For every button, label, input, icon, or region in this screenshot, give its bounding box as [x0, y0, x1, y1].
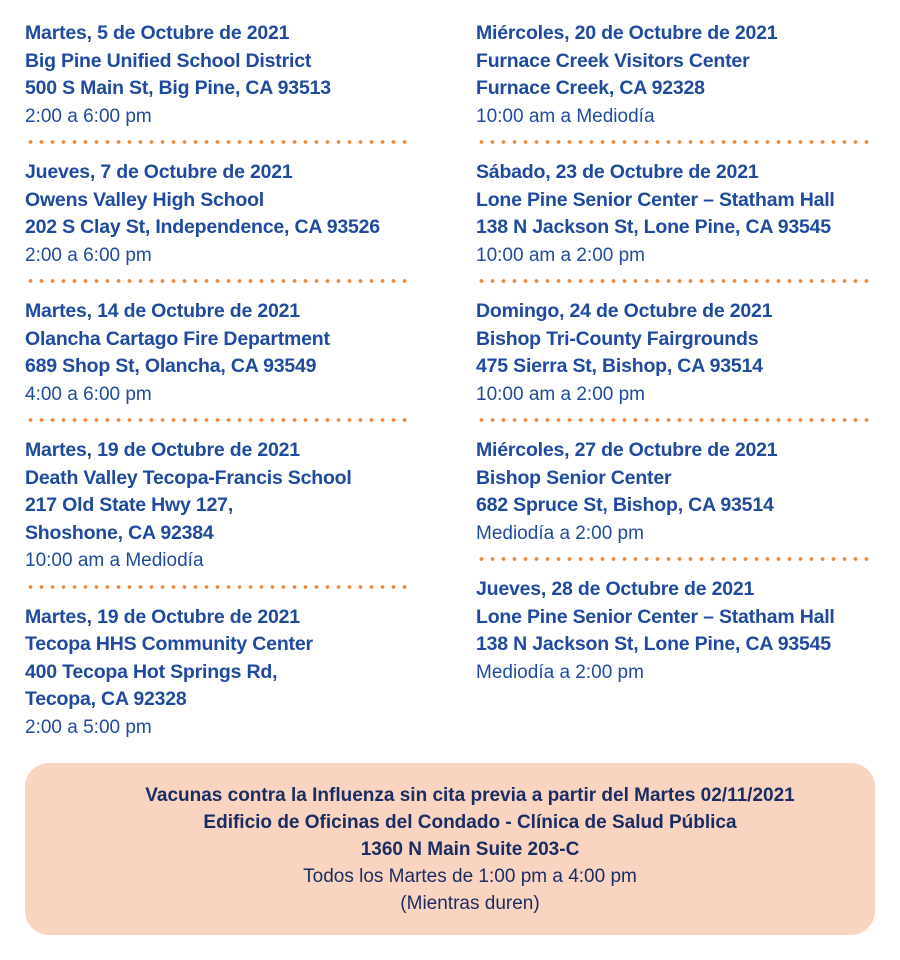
event-date: Martes, 5 de Octubre de 2021 — [25, 22, 290, 44]
event-entry — [25, 298, 410, 408]
left-column — [25, 20, 410, 741]
event-date: Domingo, 24 de Octubre de 2021 — [476, 300, 773, 322]
dotted-divider — [25, 279, 410, 283]
event-address: 138 N Jackson St, Lone Pine, CA 93545 — [476, 216, 831, 238]
banner-address: 1360 N Main Suite 203-C — [360, 839, 580, 860]
event-time: 10:00 am a Mediodía — [25, 550, 204, 571]
dotted-divider — [25, 585, 410, 589]
event-date: Jueves, 28 de Octubre de 2021 — [476, 578, 755, 600]
dotted-divider — [25, 418, 410, 422]
event-date: Martes, 19 de Octubre de 2021 — [25, 439, 300, 461]
event-date: Miércoles, 27 de Octubre de 2021 — [476, 439, 778, 461]
event-place: Big Pine Unified School District — [25, 49, 312, 72]
event-date: Sábado, 23 de Octubre de 2021 — [476, 161, 759, 183]
event-time: 2:00 a 5:00 pm — [25, 716, 152, 738]
event-address: Shoshone, CA 92384 — [25, 521, 214, 544]
event-address: 475 Sierra St, Bishop, CA 93514 — [476, 355, 763, 377]
event-address: 217 Old State Hwy 127, — [25, 494, 234, 516]
event-place: Bishop Tri-County Fairgrounds — [476, 327, 759, 350]
event-entry — [476, 159, 876, 269]
banner-schedule: Todos los Martes de 1:00 pm a 4:00 pm — [303, 866, 637, 887]
event-date: Martes, 19 de Octubre de 2021 — [25, 605, 300, 628]
event-address: Furnace Creek, CA 92328 — [476, 77, 705, 99]
event-place: Olancha Cartago Fire Department — [25, 327, 330, 350]
dotted-divider — [476, 418, 871, 422]
event-time: 2:00 a 6:00 pm — [25, 105, 152, 127]
event-entry — [25, 20, 410, 130]
event-place: Lone Pine Senior Center – Statham Hall — [476, 605, 835, 628]
right-column — [476, 20, 876, 686]
event-date: Martes, 14 de Octubre de 2021 — [25, 300, 300, 322]
event-entry — [25, 437, 410, 575]
event-entry — [476, 298, 876, 408]
event-address: Tecopa, CA 92328 — [25, 688, 187, 710]
event-place: Owens Valley High School — [25, 188, 265, 211]
event-date: Jueves, 7 de Octubre de 2021 — [25, 161, 293, 183]
event-time: 10:00 am a 2:00 pm — [476, 244, 645, 266]
event-entry — [476, 576, 876, 686]
event-entry — [476, 437, 876, 547]
event-date: Miércoles, 20 de Octubre de 2021 — [476, 22, 778, 44]
event-address: 138 N Jackson St, Lone Pine, CA 93545 — [476, 633, 831, 655]
event-address: 500 S Main St, Big Pine, CA 93513 — [25, 77, 331, 99]
banner-building: Edificio de Oficinas del Condado - Clínica de Salud Pública — [203, 812, 737, 833]
event-entry — [25, 604, 410, 742]
event-entry — [476, 20, 876, 130]
dotted-divider — [476, 279, 871, 283]
event-time: Mediodía a 2:00 pm — [476, 522, 644, 544]
dotted-divider — [476, 140, 871, 144]
banner-note: (Mientras duren) — [400, 893, 540, 914]
event-address: 682 Spruce St, Bishop, CA 93514 — [476, 494, 774, 516]
event-place: Tecopa HHS Community Center — [25, 633, 313, 655]
event-address: 400 Tecopa Hot Springs Rd, — [25, 660, 278, 683]
dotted-divider — [476, 557, 871, 561]
event-address: 202 S Clay St, Independence, CA 93526 — [25, 216, 380, 238]
event-place: Death Valley Tecopa-Francis School — [25, 466, 352, 489]
event-time: 10:00 am a 2:00 pm — [476, 383, 645, 405]
event-time: 4:00 a 6:00 pm — [25, 383, 152, 405]
event-place: Furnace Creek Visitors Center — [476, 49, 750, 72]
event-place: Bishop Senior Center — [476, 466, 672, 489]
banner-headline: Vacunas contra la Influenza sin cita previa a partir del Martes 02/11/2021 — [145, 785, 795, 806]
event-time: 10:00 am a Mediodía — [476, 105, 655, 127]
event-place: Lone Pine Senior Center – Statham Hall — [476, 188, 835, 211]
event-address: 689 Shop St, Olancha, CA 93549 — [25, 355, 317, 377]
dotted-divider — [25, 140, 410, 144]
walk-in-flu-vaccine-banner — [25, 763, 875, 935]
event-time: Mediodía a 2:00 pm — [476, 661, 644, 683]
event-entry — [25, 159, 410, 269]
event-time: 2:00 a 6:00 pm — [25, 244, 152, 266]
